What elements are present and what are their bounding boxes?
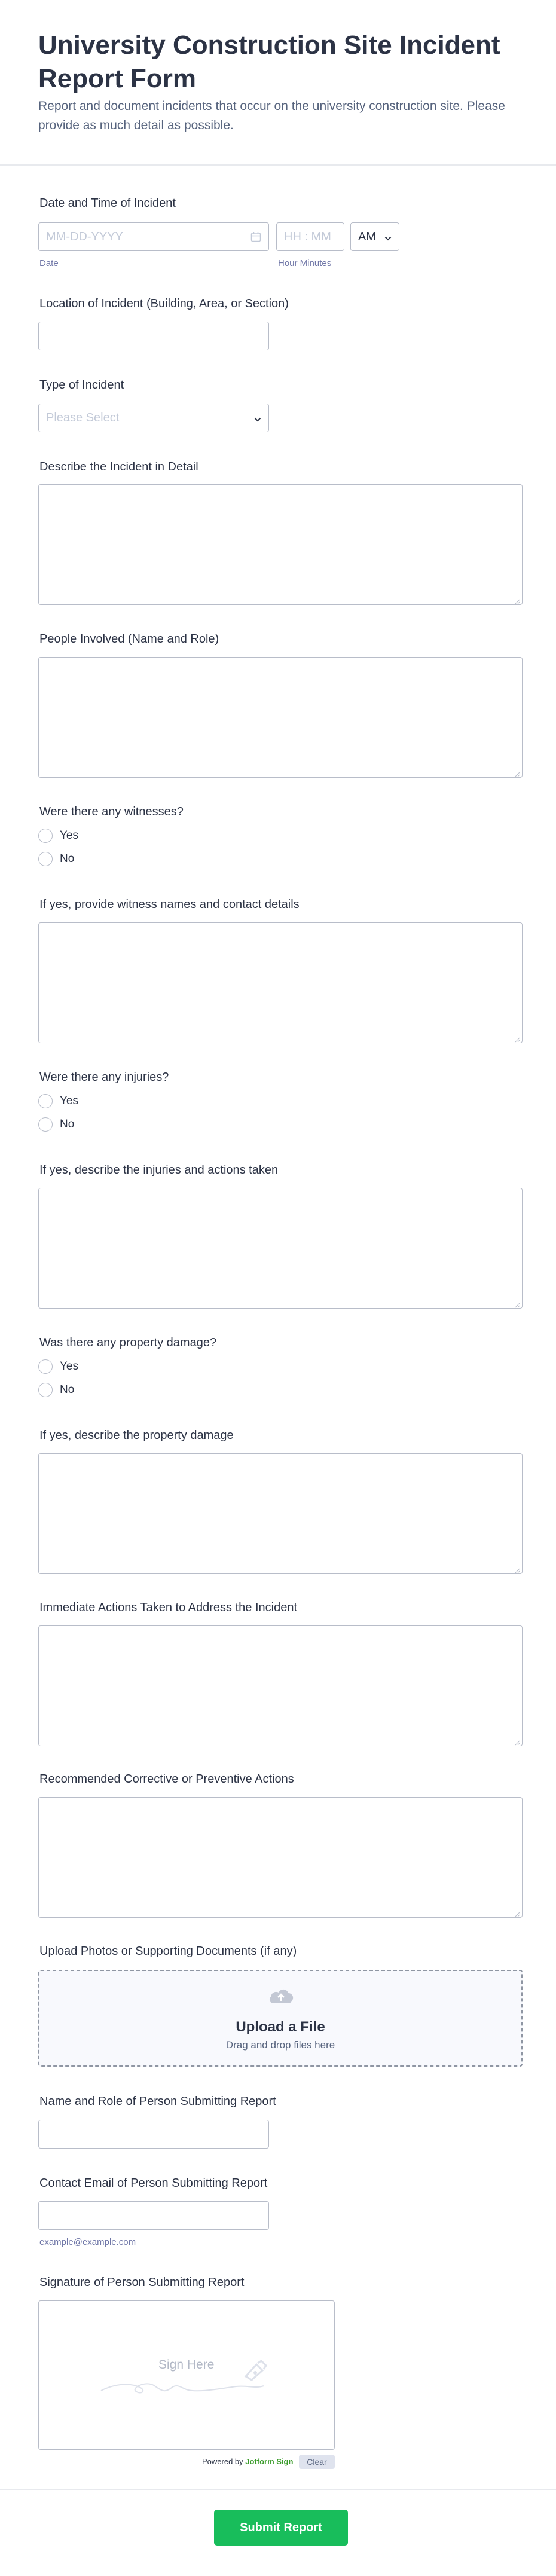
resize-handle-icon[interactable]: [514, 769, 520, 775]
property-details-label: If yes, describe the property damage: [39, 1429, 234, 1442]
people-label: People Involved (Name and Role): [39, 632, 219, 646]
submitter-name-label: Name and Role of Person Submitting Report: [39, 2095, 276, 2108]
resize-handle-icon[interactable]: [514, 1909, 520, 1915]
injury-details-textarea[interactable]: [38, 1188, 523, 1309]
injury-details-label: If yes, describe the injuries and actions taken: [39, 1163, 279, 1177]
property-option-yes[interactable]: [38, 1359, 78, 1374]
resize-handle-icon[interactable]: [514, 597, 520, 603]
form-subtitle: Report and document incidents that occur on the university construction site. Please provide as much detail as possible.: [38, 99, 505, 132]
submitter-email-input[interactable]: [38, 2201, 269, 2230]
email-sublabel: example@example.com: [39, 2237, 136, 2247]
corrective-actions-textarea[interactable]: [38, 1797, 523, 1918]
footer-divider: [0, 2489, 556, 2490]
chevron-down-icon: [384, 234, 392, 240]
date-placeholder: MM-DD-YYYY: [46, 230, 123, 243]
witness-details-label: If yes, provide witness names and contact details: [39, 898, 300, 911]
incident-type-placeholder: Please Select: [46, 411, 120, 424]
injuries-option-yes[interactable]: [38, 1093, 78, 1109]
date-input[interactable]: [38, 222, 269, 251]
form-header: [0, 0, 556, 166]
chevron-down-icon: [254, 415, 261, 421]
powered-by-prefix: Powered by: [202, 2457, 246, 2466]
radio-button[interactable]: [38, 829, 53, 843]
location-label: Location of Incident (Building, Area, or Section): [39, 297, 289, 310]
property-details-textarea[interactable]: [38, 1453, 523, 1574]
radio-label: Yes: [60, 829, 78, 842]
calendar-icon[interactable]: [250, 231, 261, 242]
resize-handle-icon[interactable]: [514, 1035, 520, 1041]
witnesses-option-yes[interactable]: [38, 828, 78, 844]
witness-details-textarea[interactable]: [38, 922, 523, 1043]
signature-label: Signature of Person Submitting Report: [39, 2276, 245, 2289]
clear-signature-button[interactable]: Clear: [299, 2455, 335, 2469]
incident-type-select[interactable]: [38, 404, 269, 432]
incident-type-label: Type of Incident: [39, 378, 124, 392]
corrective-actions-label: Recommended Corrective or Preventive Actions: [39, 1773, 294, 1786]
witnesses-label: Were there any witnesses?: [39, 805, 184, 818]
signature-pad[interactable]: [38, 2300, 335, 2450]
radio-button[interactable]: [38, 852, 53, 866]
submit-button[interactable]: Submit Report: [214, 2510, 348, 2546]
describe-label: Describe the Incident in Detail: [39, 460, 198, 473]
upload-label: Upload Photos or Supporting Documents (if any): [39, 1945, 297, 1958]
resize-handle-icon[interactable]: [514, 1300, 520, 1306]
radio-label: Yes: [60, 1095, 78, 1107]
time-placeholder: HH : MM: [284, 230, 331, 243]
date-sublabel: Date: [39, 258, 59, 268]
time-input[interactable]: [276, 222, 344, 251]
pen-icon: [242, 2358, 268, 2382]
property-option-no[interactable]: [38, 1382, 74, 1398]
injuries-label: Were there any injuries?: [39, 1071, 169, 1084]
injuries-option-no[interactable]: [38, 1117, 74, 1132]
resize-handle-icon[interactable]: [514, 1566, 520, 1572]
radio-label: Yes: [60, 1360, 78, 1373]
signature-placeholder: Sign Here: [158, 2358, 215, 2372]
powered-by-brand[interactable]: Jotform Sign: [245, 2457, 294, 2466]
radio-button[interactable]: [38, 1117, 53, 1132]
submitter-name-input[interactable]: [38, 2120, 269, 2149]
resize-handle-icon[interactable]: [514, 1738, 520, 1744]
upload-title: Upload a File: [236, 2019, 325, 2035]
immediate-actions-textarea[interactable]: [38, 1625, 523, 1746]
radio-button[interactable]: [38, 1359, 53, 1374]
ampm-select[interactable]: [350, 222, 399, 251]
powered-by: [202, 2456, 293, 2468]
form-title: University Construction Site Incident Report Form: [38, 30, 500, 93]
ampm-value: AM: [358, 230, 376, 243]
upload-subtitle: Drag and drop files here: [225, 2039, 335, 2051]
immediate-actions-label: Immediate Actions Taken to Address the Incident: [39, 1601, 297, 1614]
submitter-email-label: Contact Email of Person Submitting Report: [39, 2177, 268, 2190]
describe-textarea[interactable]: [38, 484, 523, 605]
people-textarea[interactable]: [38, 657, 523, 778]
radio-label: No: [60, 852, 75, 865]
upload-cloud-icon: [268, 1985, 294, 2007]
witnesses-option-no[interactable]: [38, 851, 74, 867]
file-upload-dropzone[interactable]: [38, 1970, 523, 2067]
radio-button[interactable]: [38, 1383, 53, 1397]
radio-label: No: [60, 1118, 75, 1130]
time-sublabel: Hour Minutes: [278, 258, 332, 268]
radio-button[interactable]: [38, 1094, 53, 1108]
location-input[interactable]: [38, 322, 269, 350]
property-label: Was there any property damage?: [39, 1336, 217, 1349]
date-time-label: Date and Time of Incident: [39, 197, 176, 210]
radio-label: No: [60, 1383, 75, 1396]
